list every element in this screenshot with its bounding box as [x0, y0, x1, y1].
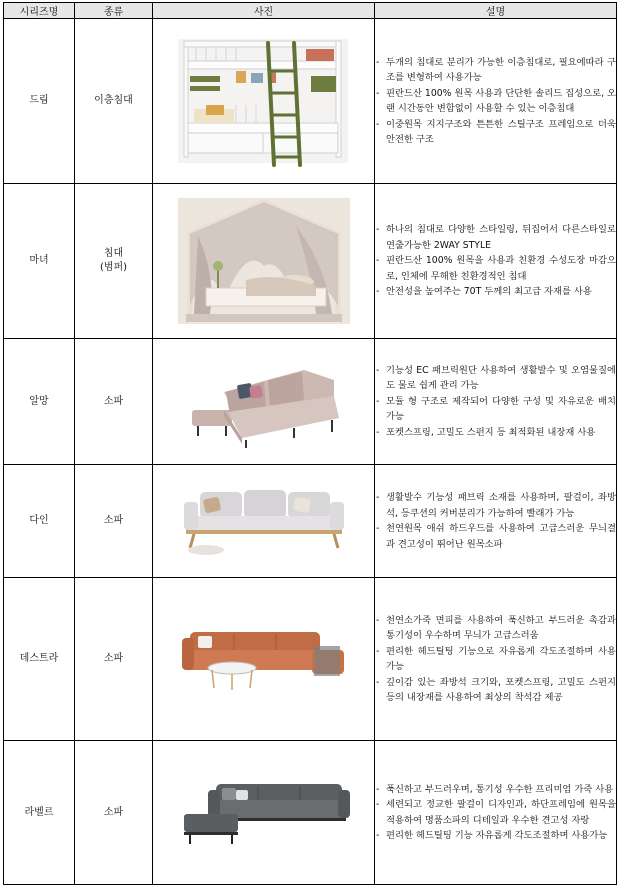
description-item: - 푹신하고 부드러우며, 통기성 우수한 프리미엄 가죽 사용	[375, 782, 616, 798]
description-cell	[375, 741, 617, 885]
sofa-photo	[184, 352, 344, 452]
kind-cell	[75, 465, 153, 578]
header-photo: 사진	[153, 3, 375, 19]
description-item: - 세련되고 정교한 팔걸이 디자인과, 하단프레임에 원목을 적용하여 명품소파의 디테일과 우수한 견고성 자랑	[375, 797, 616, 828]
description-cell	[375, 184, 617, 339]
description-item: - 천연원목 애쉬 하드우드를 사용하여 고급스러운 무늬결과 견고성이 뛰어난 원목소파	[375, 521, 616, 552]
description-item: - 안전성을 높여주는 70T 두께의 최고급 자재를 사용	[375, 284, 616, 300]
description-item: - 기능성 EC 패브릭원단 사용하여 생활발수 및 오염물질에도 물로 쉽게 관리 가능	[375, 363, 616, 394]
description-item: - 생활발수 기능성 패브릭 소재를 사용하며, 팔걸이, 좌방석, 등쿠션의 커버분리가 가능하여 빨래가 가능	[375, 490, 616, 521]
kind-label: 이층침대	[94, 95, 133, 106]
description-item: - 천연소가죽 면피를 사용하여 푹신하고 부드러운 촉감과 통기성이 우수하며 무늬가 고급스러움	[375, 613, 616, 644]
description-item: - 이중원목 지지구조와 튼튼한 스틸구조 프레임으로 더욱 안전한 구조	[375, 117, 616, 148]
series-name: 마녀	[4, 184, 75, 339]
photo-cell	[153, 741, 375, 885]
series-name: 데스트라	[4, 578, 75, 741]
header-row	[4, 3, 617, 19]
description-item: - 깊이감 있는 좌방석 크기와, 포켓스프링, 고밀도 스펀지 등의 내장재를 사용하여 최상의 착석감 제공	[375, 675, 616, 706]
kind-label: 소파	[103, 395, 124, 407]
series-name: 라벨르	[4, 741, 75, 885]
sofa-photo	[176, 778, 352, 848]
description-list	[375, 782, 616, 844]
header-series: 시리즈명	[4, 3, 75, 19]
header-desc: 설명	[375, 3, 617, 19]
header-kind: 종류	[75, 3, 153, 19]
photo-cell	[153, 465, 375, 578]
sofa-photo	[176, 484, 352, 558]
kind-label: 소파	[103, 515, 124, 526]
photo-cell	[153, 578, 375, 741]
description-list	[375, 55, 616, 148]
kind-cell	[75, 578, 153, 741]
photo-cell	[153, 339, 375, 465]
table-row	[4, 184, 617, 339]
description-list	[375, 222, 616, 300]
kind-cell	[75, 741, 153, 885]
description-cell	[375, 578, 617, 741]
description-cell	[375, 19, 617, 184]
series-name: 드림	[4, 19, 75, 184]
description-list	[375, 363, 616, 441]
table-row	[4, 339, 617, 465]
description-list	[375, 490, 616, 552]
kind-label: 소파	[103, 806, 124, 818]
kind-cell	[75, 19, 153, 184]
photo-cell	[153, 19, 375, 184]
kind-sublabel: (범퍼)	[99, 262, 128, 273]
description-cell	[375, 339, 617, 465]
description-list	[375, 613, 616, 706]
description-item: - 핀란드산 100% 원목 사용과 단단한 솔리드 집성으로, 오랜 시간동안 변함없이 사용할 수 있는 이층침대	[375, 86, 616, 117]
description-item: - 편리한 헤드틸팅 기능으로 자유롭게 각도조절하며 사용가능	[375, 644, 616, 675]
table-row	[4, 19, 617, 184]
table-row	[4, 578, 617, 741]
description-item: - 편리한 헤드틸팅 기능 자유롭게 각도조절하며 사용가능	[375, 828, 616, 844]
sofa-photo	[176, 624, 352, 694]
canopy-bed-photo	[176, 196, 352, 326]
description-item: - 하나의 침대로 다양한 스타일링, 뒤집어서 다른스타일로 연출가능한 2WAY STYLE	[375, 222, 616, 253]
bunk-bed-photo	[176, 31, 352, 171]
description-item: - 핀란드산 100% 원목을 사용과 친환경 수성도장 마감으로, 인체에 무해한 친환경적인 침대	[375, 253, 616, 284]
series-name: 다인	[4, 465, 75, 578]
series-name: 알망	[4, 339, 75, 465]
photo-cell	[153, 184, 375, 339]
description-item: - 두개의 침대로 분리가 가능한 이층침대로, 필요에따라 구조를 변형하여 사용가능	[375, 55, 616, 86]
description-item: - 모듈 형 구조로 제작되어 다양한 구성 및 자유로운 배치가능	[375, 394, 616, 425]
kind-cell	[75, 184, 153, 339]
table-row	[4, 465, 617, 578]
kind-label: 소파	[103, 653, 124, 664]
kind-cell	[75, 339, 153, 465]
description-cell	[375, 465, 617, 578]
table-row	[4, 741, 617, 885]
kind-label: 침대	[103, 248, 124, 259]
description-item: - 포켓스프링, 고밀도 스펀지 등 최적화된 내장재 사용	[375, 425, 616, 441]
catalog-table	[3, 2, 617, 885]
